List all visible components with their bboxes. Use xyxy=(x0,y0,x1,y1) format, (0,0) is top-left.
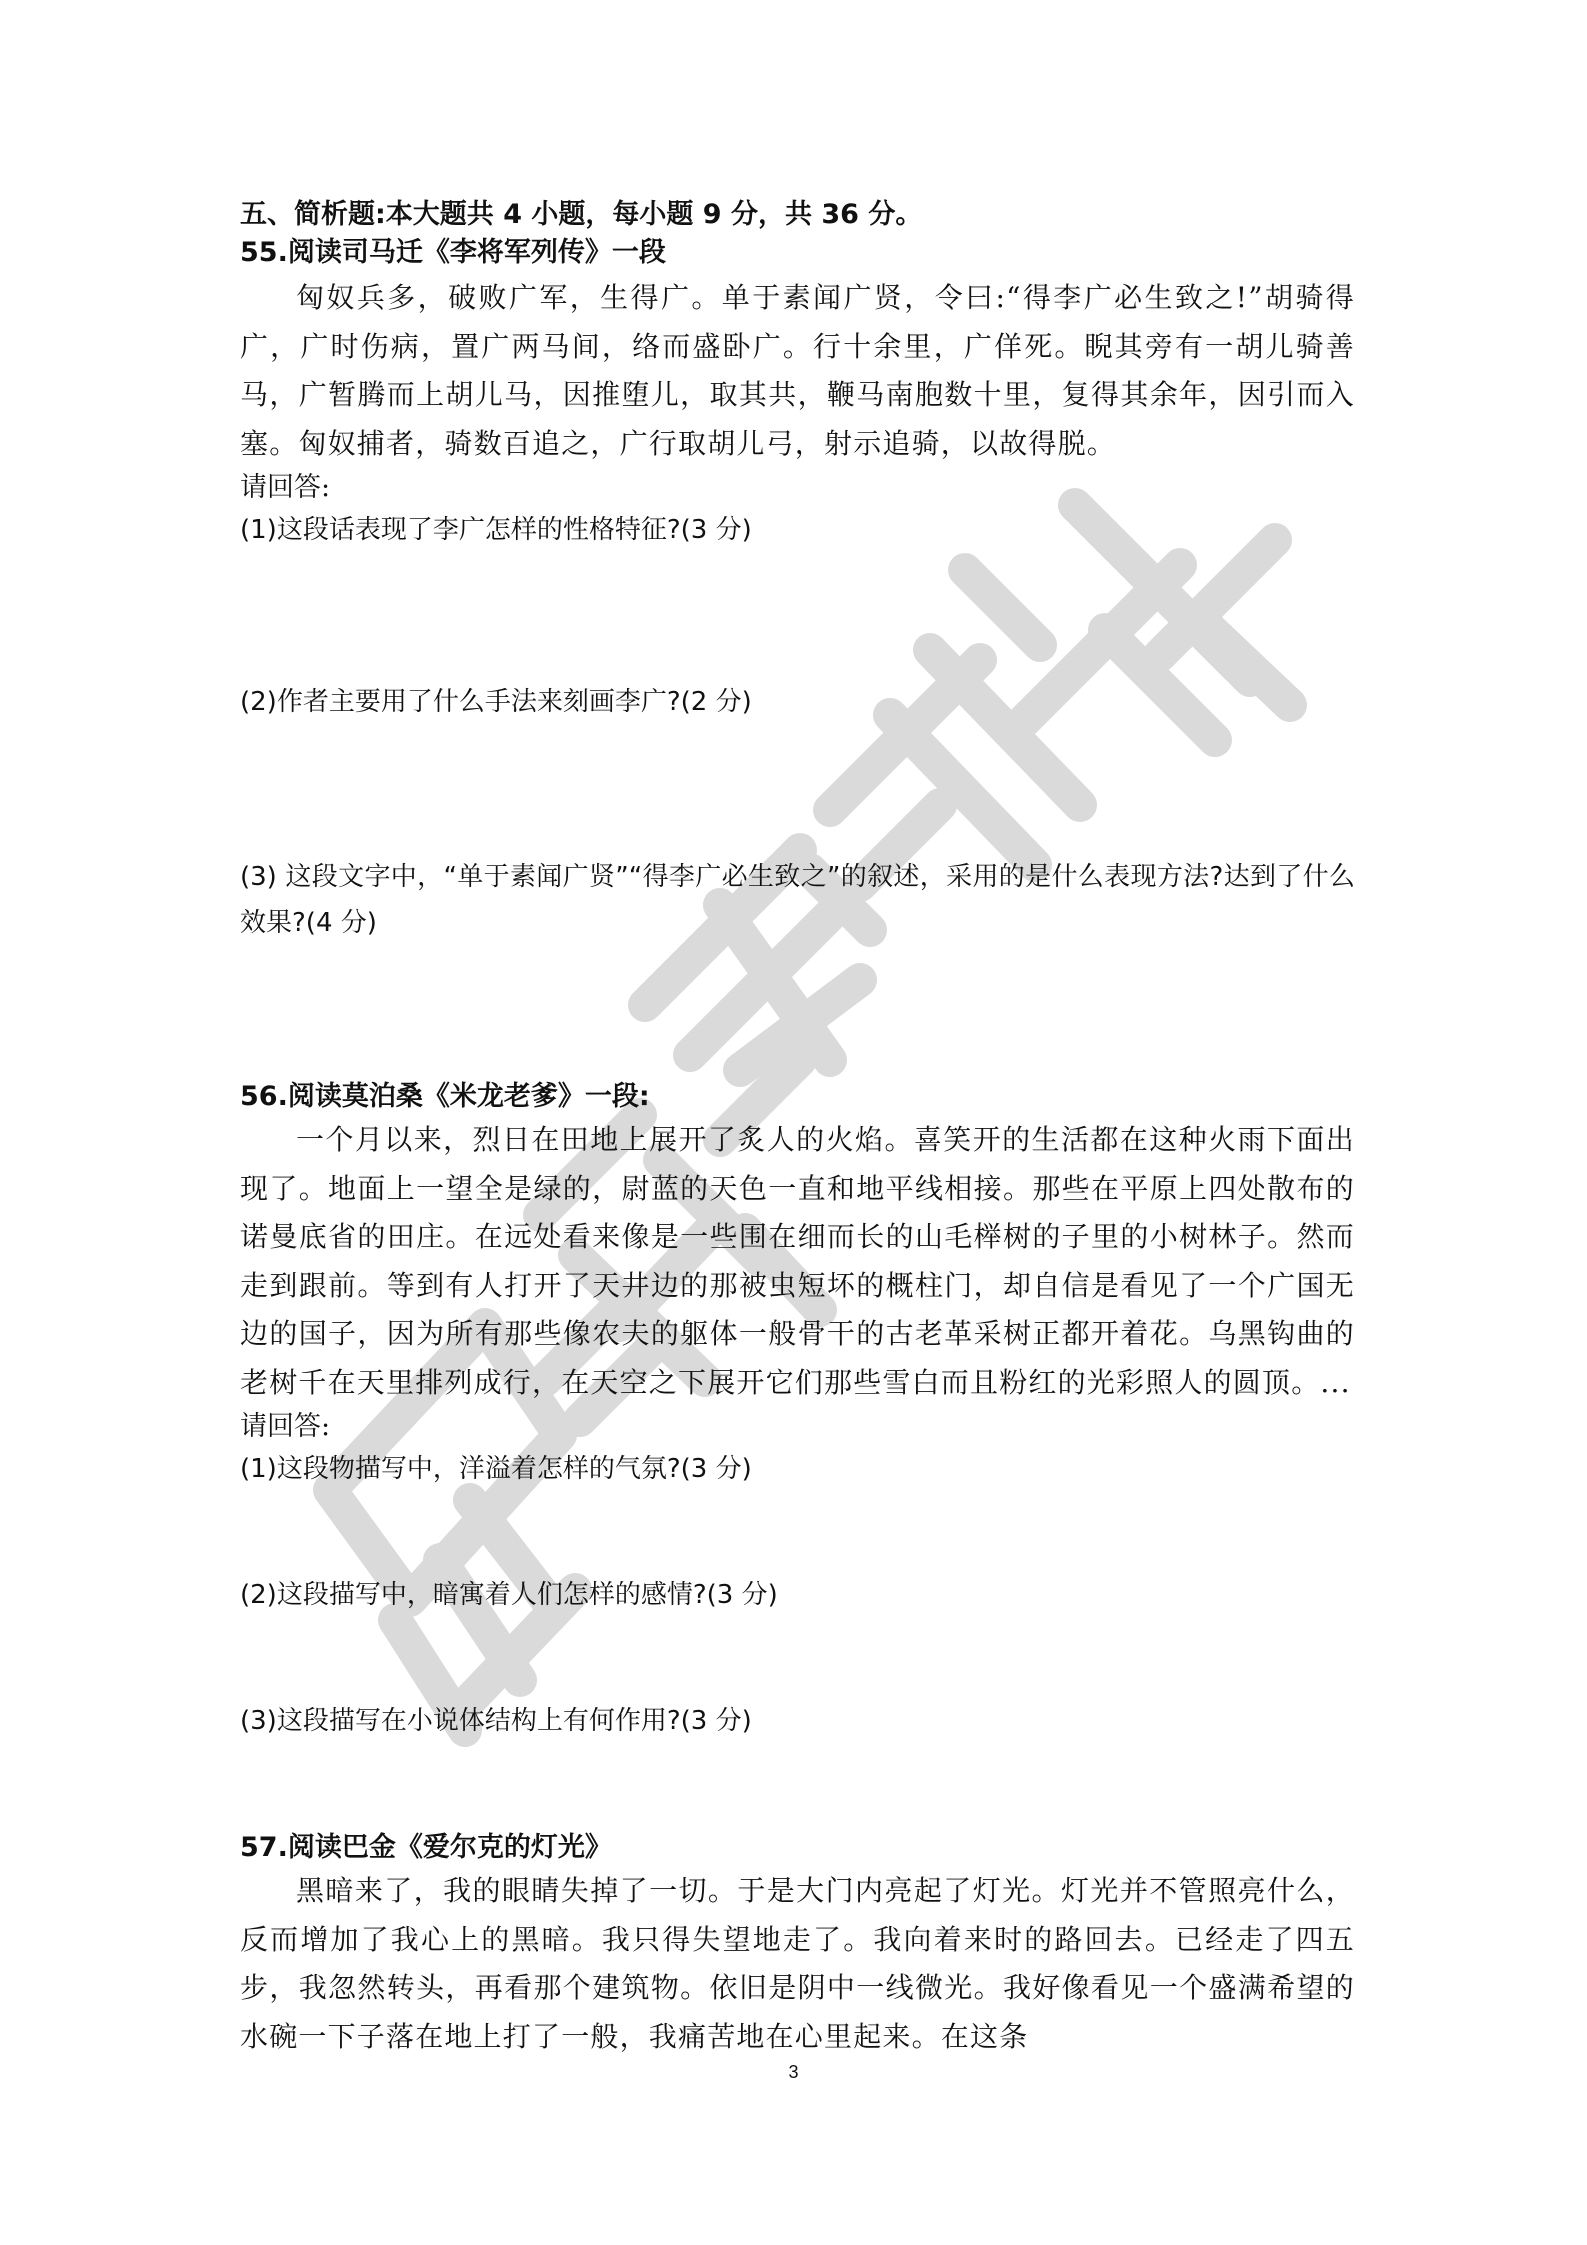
question-55-title: 55.阅读司马迁《李将军列传》一段 xyxy=(240,237,666,268)
page-content xyxy=(240,196,1355,2061)
question-57-passage: 黑暗来了，我的眼睛失掉了一切。于是大门内亮起了灯光。灯光并不管照亮什么，反而增加了我心上的黑暗。我只得失望地走了。我向着来时的路回去。已经走了四五步，我忽然转头，再看那个建筑物。依旧是阴中一线微光。我好像看见一个盛满希望的水碗一下子落在地上打了一般，我痛苦地在心里起来。在这条 xyxy=(240,1874,1355,2053)
question-55-sub-1: (1)这段话表现了李广怎样的性格特征?(3 分) xyxy=(240,515,752,545)
question-56-sub-3: (3)这段描写在小说体结构上有何作用?(3 分) xyxy=(240,1706,752,1736)
question-57 xyxy=(240,1829,1355,2061)
question-55-sub-3: (3) 这段文字中，“单于素闻广贤”“得李广必生致之”的叙述，采用的是什么表现方法?达到了什么效果?(4 分) xyxy=(240,862,1355,938)
question-55 xyxy=(240,234,1355,946)
section-title: 五、简析题:本大题共 4 小题，每小题 9 分，共 36 分。 xyxy=(240,199,923,230)
question-56 xyxy=(240,1078,1355,1743)
question-56-sub-1: (1)这段物描写中，洋溢着怎样的气氛?(3 分) xyxy=(240,1454,752,1484)
question-55-prompt: 请回答: xyxy=(240,472,331,503)
question-56-sub-2: (2)这段描写中，暗寓着人们怎样的感情?(3 分) xyxy=(240,1580,778,1610)
question-57-title: 57.阅读巴金《爱尔克的灯光》 xyxy=(240,1832,612,1863)
page-number: 3 xyxy=(788,2062,799,2082)
question-55-sub-2: (2)作者主要用了什么手法来刻画李广?(2 分) xyxy=(240,687,752,717)
question-56-passage: 一个月以来，烈日在田地上展开了炙人的火焰。喜笑开的生活都在这种火雨下面出现了。地面上一望全是绿的，尉蓝的天色一直和地平线相接。那些在平原上四处散布的诺曼底省的田庄。在远处看来像是一些围在细而长的山毛榉树的子里的小树林子。然而走到跟前。等到有人打开了天井边的那被虫短坏的概柱门，却自信是看见了一个广国无边的国子，因为所有那些像农夫的躯体一般骨干的古老革采树正都开着花。乌黑钩曲的老树千在天里排列成行，在天空之下展开它们那些雪白而且粉红的光彩照人的圆顶。... xyxy=(240,1123,1355,1399)
question-56-title: 56.阅读莫泊桑《米龙老爹》一段: xyxy=(240,1081,650,1112)
question-55-passage: 匈奴兵多，破败广军，生得广。单于素闻广贤，令曰:“得李广必生致之!”胡骑得广，广时伤病，置广两马间，络而盛卧广。行十余里，广佯死。睨其旁有一胡儿骑善马，广暂腾而上胡儿马，因推堕儿，取其共，鞭马南胞数十里，复得其余年，因引而入塞。匈奴捕者，骑数百追之，广行取胡儿弓，射示追骑，以故得脱。 xyxy=(240,281,1355,460)
question-56-prompt: 请回答: xyxy=(240,1411,331,1442)
